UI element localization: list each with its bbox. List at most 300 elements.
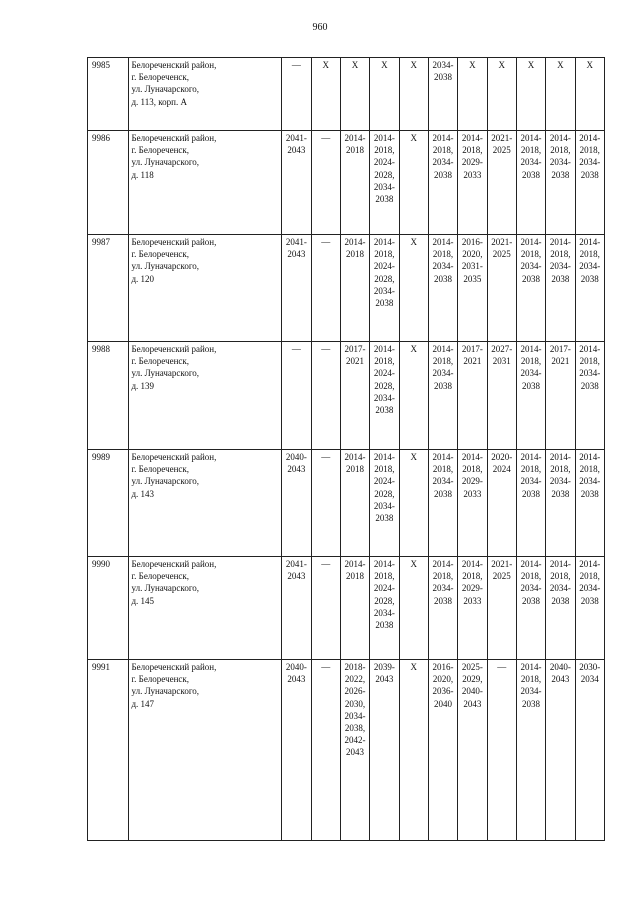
period-cell <box>458 450 487 557</box>
period-line: 2038 <box>375 405 394 416</box>
period-line: 2029- <box>461 157 483 168</box>
period-line: 2014- <box>432 559 454 569</box>
period-line: 2014- <box>520 452 542 462</box>
period-line: 2014- <box>549 559 571 569</box>
period-line: 2014- <box>461 452 483 462</box>
period-line: 2024- <box>373 368 395 379</box>
table-row <box>88 58 605 131</box>
period-line: 2018, <box>520 145 542 156</box>
period-cell <box>340 58 369 131</box>
period-line: 2034- <box>579 261 601 272</box>
address-cell <box>129 450 282 557</box>
address-line: д. 147 <box>131 698 155 709</box>
period-line: 2018, <box>579 571 600 582</box>
period-line: 2017- <box>461 344 483 354</box>
period-cell <box>428 557 457 660</box>
period-line: 2034- <box>520 476 542 487</box>
period-line: Х <box>410 237 417 247</box>
period-line: — <box>497 662 507 672</box>
period-line: 2038 <box>580 169 599 180</box>
period-line: 2018, <box>462 145 483 156</box>
period-line: — <box>321 237 331 247</box>
address-line: г. Белореченск, <box>131 249 190 260</box>
housing-schedule-table <box>87 57 605 841</box>
address-cell <box>129 58 282 131</box>
period-line: 2024- <box>373 157 395 168</box>
period-line: 2034- <box>520 368 542 379</box>
period-line: 2034- <box>344 710 366 721</box>
period-cell <box>399 660 428 841</box>
period-line: 2025 <box>492 571 511 582</box>
period-line: 2025 <box>492 145 511 156</box>
period-line: 2041- <box>285 559 307 569</box>
period-cell <box>546 660 575 841</box>
period-line: 2018 <box>346 249 365 260</box>
period-cell <box>282 557 311 660</box>
period-line: 2034- <box>579 157 601 168</box>
period-line: 2014- <box>344 133 366 143</box>
period-line: 2040- <box>549 662 571 672</box>
period-cell <box>370 557 399 660</box>
period-line: 2018, <box>579 356 600 367</box>
period-line: 2029- <box>461 476 483 487</box>
period-cell <box>516 450 545 557</box>
period-line: 2014- <box>520 237 542 247</box>
period-cell <box>428 450 457 557</box>
period-line: 2026- <box>344 686 366 697</box>
period-cell <box>546 131 575 235</box>
page-number: 960 <box>312 22 328 33</box>
period-line: 2034- <box>549 261 571 272</box>
address-line: г. Белореченск, <box>131 356 190 367</box>
address-line: г. Белореченск, <box>131 72 190 83</box>
address-line: ул. Луначарского, <box>131 368 200 379</box>
period-line: 2038 <box>522 698 541 709</box>
period-line: 2043 <box>287 571 306 582</box>
row-number: 9987 <box>88 235 129 342</box>
period-line: 2014- <box>579 133 601 143</box>
period-cell <box>399 450 428 557</box>
address-line: д. 139 <box>131 380 155 391</box>
period-cell <box>340 557 369 660</box>
period-line: 2030- <box>579 662 601 672</box>
period-line: 2014- <box>461 133 483 143</box>
address-line: д. 145 <box>131 595 155 606</box>
period-line: 2028, <box>374 169 395 180</box>
period-line: 2038 <box>434 169 453 180</box>
period-line: 2038 <box>375 194 394 205</box>
period-cell <box>428 660 457 841</box>
period-line: 2038 <box>434 595 453 606</box>
period-line: 2014- <box>432 452 454 462</box>
period-cell <box>311 450 340 557</box>
period-cell <box>546 235 575 342</box>
period-line: 2014- <box>520 559 542 569</box>
period-cell <box>370 58 399 131</box>
period-cell <box>516 342 545 450</box>
period-line: 2025 <box>492 249 511 260</box>
period-cell <box>399 557 428 660</box>
period-cell <box>340 235 369 342</box>
period-cell <box>311 557 340 660</box>
period-line: Х <box>410 559 417 569</box>
period-cell <box>428 131 457 235</box>
address-line: д. 118 <box>131 169 154 180</box>
table-row <box>88 235 605 342</box>
period-line: 2018 <box>346 145 365 156</box>
period-line: 2034- <box>373 181 395 192</box>
period-cell <box>282 58 311 131</box>
period-line: Х <box>557 60 564 70</box>
row-number: 9986 <box>88 131 129 235</box>
period-line: 2029, <box>462 674 483 685</box>
period-line: 2018, <box>462 464 483 475</box>
period-line: 2038 <box>375 513 394 524</box>
address-line: д. 120 <box>131 273 155 284</box>
period-line: 2018, <box>579 464 600 475</box>
period-line: 2018, <box>462 571 483 582</box>
period-line: Х <box>322 60 329 70</box>
period-line: 2038 <box>375 298 394 309</box>
period-cell <box>487 58 516 131</box>
period-line: 2038 <box>375 620 394 631</box>
period-cell <box>311 58 340 131</box>
period-line: 2038 <box>522 169 541 180</box>
period-line: Х <box>410 133 417 143</box>
period-cell <box>311 660 340 841</box>
period-line: 2038 <box>580 273 599 284</box>
period-cell <box>516 557 545 660</box>
period-line: 2038 <box>522 380 541 391</box>
period-line: 2038 <box>580 488 599 499</box>
period-line: 2034- <box>579 476 601 487</box>
period-line: 2018, <box>520 571 542 582</box>
period-line: 2020, <box>432 674 454 685</box>
period-line: 2018, <box>520 356 542 367</box>
period-line: 2039- <box>373 662 395 672</box>
period-line: 2034- <box>549 157 571 168</box>
period-line: — <box>321 559 331 569</box>
period-line: 2038 <box>522 488 541 499</box>
period-line: 2034- <box>579 368 601 379</box>
period-line: 2034- <box>520 157 542 168</box>
period-line: 2036- <box>432 686 454 697</box>
period-line: — <box>321 133 331 143</box>
address-line: г. Белореченск, <box>131 464 190 475</box>
period-line: 2014- <box>549 133 571 143</box>
period-cell <box>399 235 428 342</box>
period-line: 2027- <box>491 344 513 354</box>
period-line: 2018, <box>550 249 571 260</box>
period-line: 2034- <box>373 500 395 511</box>
period-line: 2038 <box>434 380 453 391</box>
period-cell <box>370 342 399 450</box>
period-line: 2024- <box>373 476 395 487</box>
period-line: 2021- <box>491 237 513 247</box>
table-row <box>88 660 605 841</box>
period-line: 2021- <box>491 133 513 143</box>
period-cell <box>487 131 516 235</box>
period-line: 2018, <box>432 464 454 475</box>
period-cell <box>487 660 516 841</box>
period-line: 2038 <box>434 72 453 83</box>
period-cell <box>370 450 399 557</box>
period-line: 2034- <box>432 60 454 70</box>
period-line: 2043 <box>375 674 394 685</box>
address-line: д. 113, корп. А <box>131 96 187 107</box>
period-line: 2030, <box>344 698 366 709</box>
period-cell <box>516 131 545 235</box>
period-line: 2043 <box>346 747 365 758</box>
period-line: 2034- <box>520 686 542 697</box>
period-line: 2033 <box>463 169 482 180</box>
period-line: 2034- <box>432 261 454 272</box>
period-line: 2035 <box>463 273 482 284</box>
period-cell <box>370 235 399 342</box>
period-cell <box>399 342 428 450</box>
period-line: 2033 <box>463 595 482 606</box>
period-cell <box>282 131 311 235</box>
period-line: 2018- <box>344 662 366 672</box>
period-cell <box>311 235 340 342</box>
table-row <box>88 450 605 557</box>
period-line: 2038 <box>522 595 541 606</box>
address-line: Белореченский район, <box>131 344 217 354</box>
period-line: 2021 <box>463 356 482 367</box>
period-line: 2042- <box>344 735 366 746</box>
address-line: ул. Луначарского, <box>131 583 200 594</box>
period-line: 2024- <box>373 583 395 594</box>
period-line: 2031- <box>461 261 483 272</box>
period-line: 2034- <box>549 476 571 487</box>
period-line: 2038 <box>580 595 599 606</box>
period-line: 2031 <box>492 356 511 367</box>
period-line: 2018 <box>346 571 365 582</box>
period-line: 2014- <box>579 237 601 247</box>
period-line: 2034- <box>373 607 395 618</box>
period-cell <box>487 342 516 450</box>
period-line: Х <box>410 344 417 354</box>
period-line: — <box>291 60 301 70</box>
period-line: 2043 <box>287 145 306 156</box>
row-number: 9985 <box>88 58 129 131</box>
period-cell <box>428 58 457 131</box>
period-cell <box>575 235 604 342</box>
period-cell <box>575 58 604 131</box>
period-line: 2038 <box>580 380 599 391</box>
period-line: 2038 <box>551 169 570 180</box>
period-line: 2040- <box>285 662 307 672</box>
period-cell <box>282 235 311 342</box>
period-cell <box>516 58 545 131</box>
period-line: 2040 <box>434 698 453 709</box>
period-line: 2038 <box>434 273 453 284</box>
period-cell <box>487 450 516 557</box>
period-line: 2018, <box>520 464 542 475</box>
period-line: 2018, <box>432 571 454 582</box>
period-line: 2034- <box>373 392 395 403</box>
period-line: 2014- <box>373 344 395 354</box>
period-line: 2018, <box>520 674 542 685</box>
table-row <box>88 342 605 450</box>
period-line: 2020- <box>491 452 513 462</box>
period-cell <box>546 557 575 660</box>
period-line: 2038 <box>551 273 570 284</box>
address-line: ул. Луначарского, <box>131 476 200 487</box>
period-line: 2014- <box>579 344 601 354</box>
period-line: 2043 <box>287 464 306 475</box>
period-line: 2043 <box>463 698 482 709</box>
period-line: 2040- <box>461 686 483 697</box>
period-line: 2043 <box>287 674 306 685</box>
period-line: 2038, <box>344 723 366 734</box>
period-line: 2016- <box>432 662 454 672</box>
period-line: 2028, <box>374 273 395 284</box>
period-line: 2014- <box>373 559 395 569</box>
period-line: 2034- <box>579 583 601 594</box>
period-line: 2034- <box>432 583 454 594</box>
period-line: 2029- <box>461 583 483 594</box>
period-cell <box>282 450 311 557</box>
period-line: — <box>291 344 301 354</box>
period-line: 2018, <box>374 571 395 582</box>
period-cell <box>370 131 399 235</box>
address-line: ул. Луначарского, <box>131 84 200 95</box>
period-cell <box>458 58 487 131</box>
address-cell <box>129 342 282 450</box>
period-line: 2018, <box>432 249 454 260</box>
table-row <box>88 557 605 660</box>
period-line: 2018, <box>432 145 454 156</box>
period-cell <box>340 450 369 557</box>
period-line: 2025- <box>461 662 483 672</box>
period-cell <box>546 342 575 450</box>
address-line: Белореченский район, <box>131 237 217 247</box>
period-cell <box>458 660 487 841</box>
period-line: 2028, <box>374 380 395 391</box>
period-line: 2014- <box>579 452 601 462</box>
period-line: 2014- <box>432 133 454 143</box>
period-cell <box>458 342 487 450</box>
period-line: 2034- <box>432 157 454 168</box>
period-cell <box>311 342 340 450</box>
period-line: 2018, <box>374 356 395 367</box>
period-line: 2016- <box>461 237 483 247</box>
period-line: 2038 <box>434 488 453 499</box>
period-cell <box>575 557 604 660</box>
period-line: 2018, <box>550 464 571 475</box>
address-line: Белореченский район, <box>131 60 217 70</box>
period-line: 2014- <box>344 559 366 569</box>
period-cell <box>399 58 428 131</box>
period-line: 2040- <box>285 452 307 462</box>
period-line: 2014- <box>373 237 395 247</box>
period-line: 2018, <box>579 145 600 156</box>
period-cell <box>546 58 575 131</box>
period-line: 2014- <box>520 344 542 354</box>
period-line: 2014- <box>373 452 395 462</box>
period-cell <box>458 235 487 342</box>
address-line: Белореченский район, <box>131 662 217 672</box>
address-line: д. 143 <box>131 488 155 499</box>
period-line: 2034- <box>520 583 542 594</box>
period-line: 2014- <box>520 133 542 143</box>
period-line: 2014- <box>579 559 601 569</box>
period-cell <box>458 131 487 235</box>
period-line: 2024 <box>492 464 511 475</box>
period-line: 2034- <box>373 285 395 296</box>
period-line: 2038 <box>522 273 541 284</box>
period-line: 2028, <box>374 595 395 606</box>
period-line: 2014- <box>432 344 454 354</box>
address-cell <box>129 660 282 841</box>
period-cell <box>282 342 311 450</box>
period-line: 2018, <box>432 356 454 367</box>
period-line: Х <box>381 60 388 70</box>
address-line: г. Белореченск, <box>131 571 190 582</box>
period-line: 2014- <box>461 559 483 569</box>
row-number: 9989 <box>88 450 129 557</box>
address-line: ул. Луначарского, <box>131 261 200 272</box>
row-number: 9988 <box>88 342 129 450</box>
address-line: ул. Луначарского, <box>131 157 200 168</box>
period-line: 2014- <box>344 237 366 247</box>
address-line: ул. Луначарского, <box>131 686 200 697</box>
period-line: 2018, <box>579 249 600 260</box>
row-number: 9990 <box>88 557 129 660</box>
period-line: 2014- <box>520 662 542 672</box>
period-line: 2041- <box>285 133 307 143</box>
period-line: 2018 <box>346 464 365 475</box>
period-line: — <box>321 452 331 462</box>
period-line: 2014- <box>432 237 454 247</box>
period-line: 2018, <box>550 571 571 582</box>
address-line: Белореченский район, <box>131 559 217 569</box>
period-cell <box>428 342 457 450</box>
period-line: 2018, <box>550 145 571 156</box>
period-cell <box>370 660 399 841</box>
period-line: 2014- <box>549 237 571 247</box>
period-line: Х <box>410 60 417 70</box>
table-row <box>88 131 605 235</box>
period-line: — <box>321 344 331 354</box>
period-line: Х <box>469 60 476 70</box>
address-line: г. Белореченск, <box>131 674 190 685</box>
period-line: 2017- <box>344 344 366 354</box>
period-cell <box>516 235 545 342</box>
period-line: 2034- <box>520 261 542 272</box>
period-cell <box>516 660 545 841</box>
period-line: 2033 <box>463 488 482 499</box>
period-line: Х <box>498 60 505 70</box>
address-line: Белореченский район, <box>131 133 217 143</box>
address-cell <box>129 557 282 660</box>
period-line: 2041- <box>285 237 307 247</box>
period-line: 2018, <box>520 249 542 260</box>
period-cell <box>575 131 604 235</box>
period-line: 2024- <box>373 261 395 272</box>
period-cell <box>487 235 516 342</box>
period-line: 2021 <box>551 356 570 367</box>
period-cell <box>487 557 516 660</box>
period-cell <box>546 450 575 557</box>
period-line: Х <box>586 60 593 70</box>
period-line: 2034 <box>580 674 599 685</box>
period-cell <box>311 131 340 235</box>
period-cell <box>458 557 487 660</box>
period-line: 2038 <box>551 488 570 499</box>
address-line: г. Белореченск, <box>131 145 190 156</box>
